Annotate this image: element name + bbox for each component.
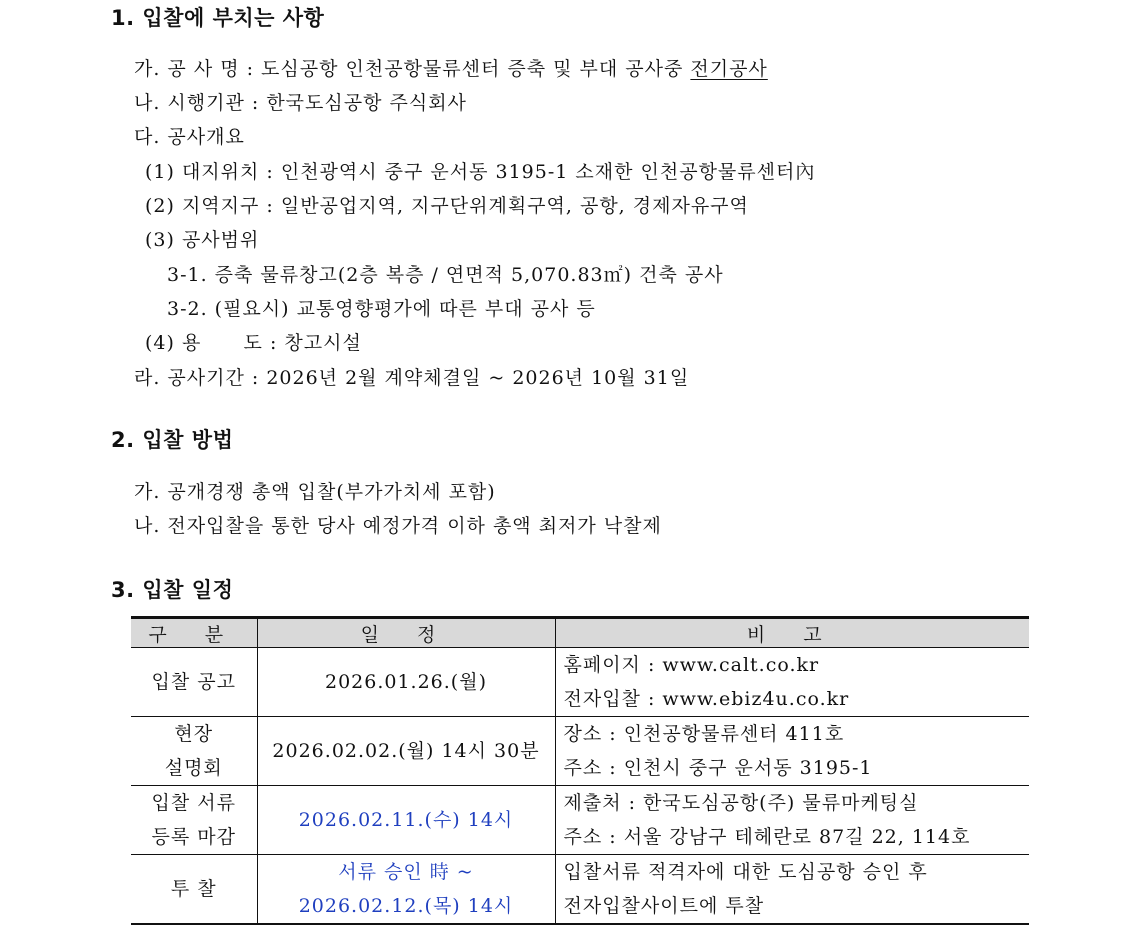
- overview-scope-3-1: 3-1. 증축 물류창고(2층 복층 / 연면적 5,070.83㎡) 건축 공사: [167, 264, 724, 286]
- project-name-text: 가. 공 사 명 : 도심공항 인천공항물류센터 증축 및 부대 공사중: [134, 58, 691, 80]
- schedule-category-line: 설명회: [164, 757, 223, 779]
- schedule-category: [131, 648, 257, 717]
- project-name-line: [134, 54, 768, 81]
- schedule-date: [257, 717, 555, 786]
- method-ga: 가. 공개경쟁 총액 입찰(부가가치세 포함): [134, 481, 496, 503]
- schedule-notes-line: 주소 : 인천시 중구 운서동 3195-1: [563, 757, 873, 779]
- schedule-date: [257, 648, 555, 717]
- period-line: 라. 공사기간 : 2026년 2월 계약체결일 ~ 2026년 10월 31일: [134, 367, 690, 389]
- schedule-row: [131, 648, 1029, 717]
- overview-item-use: (4) 용 도 : 창고시설: [145, 332, 362, 354]
- schedule-notes-line: 홈페이지 : www.calt.co.kr: [563, 654, 820, 676]
- schedule-notes-line: 입찰서류 적격자에 대한 도심공항 승인 후: [563, 861, 928, 883]
- overview-item-location: (1) 대지위치 : 인천광역시 중구 운서동 3195-1 소재한 인천공항물류센터內: [145, 161, 816, 183]
- schedule-category-line: 현장: [174, 723, 214, 745]
- header-date: 일 정: [257, 618, 555, 648]
- overview-heading: 다. 공사개요: [134, 126, 245, 148]
- schedule-category-line: 입찰 서류: [151, 792, 236, 814]
- schedule-row: [131, 786, 1029, 855]
- schedule-notes: [555, 717, 1029, 786]
- method-na: 나. 전자입찰을 통한 당사 예정가격 이하 총액 최저가 낙찰제: [134, 515, 662, 537]
- project-name-underlined: 전기공사: [690, 58, 768, 80]
- overview-item-zoning: (2) 지역지구 : 일반공업지역, 지구단위계획구역, 공항, 경제자유구역: [145, 195, 749, 217]
- agency-line: 나. 시행기관 : 한국도심공항 주식회사: [134, 92, 467, 114]
- schedule-notes-line: 제출처 : 한국도심공항(주) 물류마케팅실: [563, 792, 919, 814]
- overview-scope-3-2: 3-2. (필요시) 교통영향평가에 따른 부대 공사 등: [167, 298, 596, 320]
- schedule-category-line: 투 찰: [170, 878, 217, 900]
- schedule-date-line: 2026.02.12.(목) 14시: [298, 895, 514, 917]
- overview-item-scope: (3) 공사범위: [145, 229, 260, 251]
- schedule-notes: [555, 855, 1029, 925]
- schedule-notes-line: 주소 : 서울 강남구 테헤란로 87길 22, 114호: [563, 826, 971, 848]
- schedule-row: [131, 717, 1029, 786]
- schedule-date-line: 2026.02.02.(월) 14시 30분: [272, 740, 540, 762]
- section-1-title: 1. 입찰에 부치는 사항: [111, 6, 325, 30]
- schedule-category: [131, 717, 257, 786]
- section-2-title: 2. 입찰 방법: [111, 428, 234, 452]
- schedule-notes: [555, 648, 1029, 717]
- schedule-date-line: 서류 승인 時 ~: [338, 861, 474, 883]
- schedule-date: [257, 855, 555, 925]
- schedule-date-line: 2026.01.26.(월): [324, 671, 487, 693]
- schedule-notes-line: 전자입찰사이트에 투찰: [563, 895, 765, 917]
- schedule-category: [131, 855, 257, 925]
- section-3-title: 3. 입찰 일정: [111, 578, 234, 602]
- schedule-date-line: 2026.02.11.(수) 14시: [298, 809, 514, 831]
- schedule-category-line: 입찰 공고: [151, 671, 236, 693]
- schedule-header-row: [131, 618, 1029, 648]
- schedule-table: [131, 616, 1029, 925]
- schedule-notes-line: 장소 : 인천공항물류센터 411호: [563, 723, 845, 745]
- schedule-row: [131, 855, 1029, 925]
- header-category: 구 분: [131, 618, 257, 648]
- schedule-notes: [555, 786, 1029, 855]
- schedule-category: [131, 786, 257, 855]
- schedule-date: [257, 786, 555, 855]
- schedule-category-line: 등록 마감: [151, 826, 236, 848]
- schedule-notes-line: 전자입찰 : www.ebiz4u.co.kr: [563, 688, 850, 710]
- header-notes: 비 고: [555, 618, 1029, 648]
